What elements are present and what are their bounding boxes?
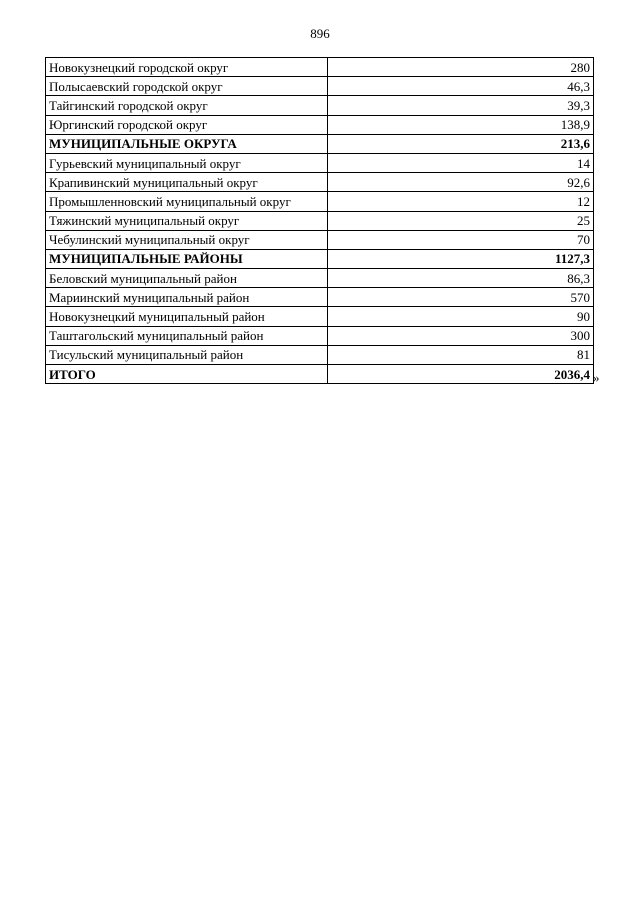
table-row: [46, 269, 594, 288]
closing-quote: »: [593, 370, 600, 385]
row-name: Новокузнецкий городской округ: [46, 58, 328, 77]
row-value: 39,3: [328, 96, 594, 115]
row-name: Промышленновский муниципальный округ: [46, 192, 328, 211]
row-value: 70: [328, 230, 594, 249]
row-value: 92,6: [328, 173, 594, 192]
table-row: [46, 192, 594, 211]
row-name: Тисульский муниципальный район: [46, 345, 328, 364]
row-name: Таштагольский муниципальный район: [46, 326, 328, 345]
table-row: [46, 345, 594, 364]
table-row: [46, 96, 594, 115]
allocation-table-container: [45, 57, 594, 384]
row-name: Мариинский муниципальный район: [46, 288, 328, 307]
row-name: Новокузнецкий муниципальный район: [46, 307, 328, 326]
allocation-table: [45, 57, 594, 384]
table-row: [46, 288, 594, 307]
table-body: [46, 58, 594, 384]
row-value: 138,9: [328, 115, 594, 134]
table-row: [46, 307, 594, 326]
row-name: Крапивинский муниципальный округ: [46, 173, 328, 192]
row-name: Чебулинский муниципальный округ: [46, 230, 328, 249]
row-value: 25: [328, 211, 594, 230]
row-value: 213,6: [328, 134, 594, 153]
table-row: [46, 211, 594, 230]
row-value: 14: [328, 153, 594, 172]
row-value: 300: [328, 326, 594, 345]
table-row: [46, 153, 594, 172]
row-name: МУНИЦИПАЛЬНЫЕ РАЙОНЫ: [46, 249, 328, 268]
row-name: Гурьевский муниципальный округ: [46, 153, 328, 172]
table-row: [46, 230, 594, 249]
page-number: 896: [310, 26, 330, 41]
row-value: 86,3: [328, 269, 594, 288]
row-name: Тяжинский муниципальный округ: [46, 211, 328, 230]
row-value: 1127,3: [328, 249, 594, 268]
row-name: ИТОГО: [46, 365, 328, 384]
row-name: Тайгинский городской округ: [46, 96, 328, 115]
row-name: МУНИЦИПАЛЬНЫЕ ОКРУГА: [46, 134, 328, 153]
row-value: 570: [328, 288, 594, 307]
row-name: Беловский муниципальный район: [46, 269, 328, 288]
table-row: [46, 58, 594, 77]
row-value: 280: [328, 58, 594, 77]
table-row: [46, 173, 594, 192]
row-value: 90: [328, 307, 594, 326]
table-row: [46, 134, 594, 153]
row-name: Полысаевский городской округ: [46, 77, 328, 96]
row-name: Юргинский городской округ: [46, 115, 328, 134]
row-value: 12: [328, 192, 594, 211]
row-value: 46,3: [328, 77, 594, 96]
table-row: [46, 249, 594, 268]
table-row: [46, 365, 594, 384]
table-row: [46, 115, 594, 134]
table-row: [46, 77, 594, 96]
row-value: 2036,4: [328, 365, 594, 384]
row-value: 81: [328, 345, 594, 364]
table-row: [46, 326, 594, 345]
